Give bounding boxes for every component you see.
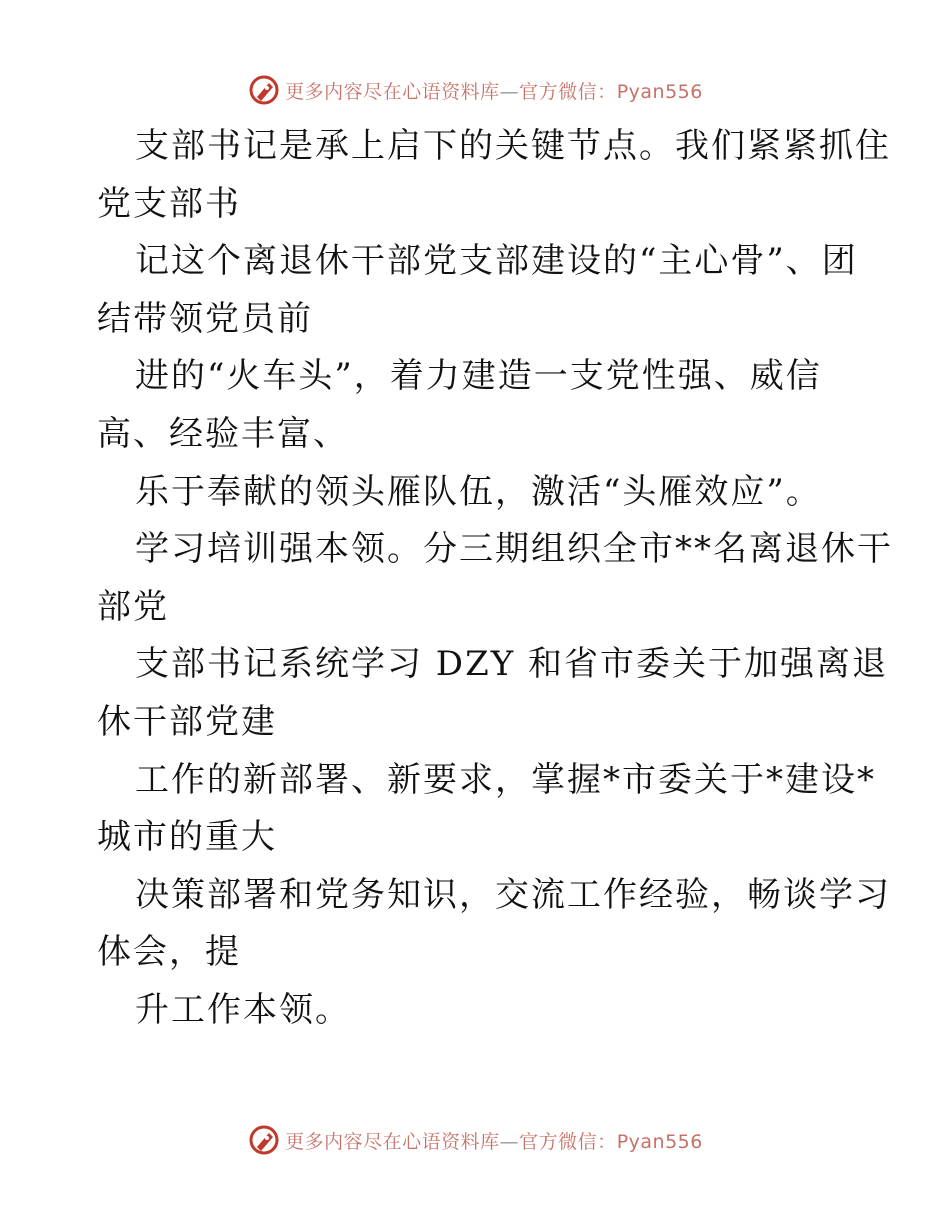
watermark-main-text: 更多内容尽在心语资料库 [285,1130,500,1153]
footer-watermark [0,1120,950,1160]
document-body [97,118,893,1040]
watermark-text [285,77,703,104]
body-line: 记这个离退休干部党支部建设的“主心骨”、团 [135,241,858,282]
watermark-dash: — [499,80,520,103]
watermark-wechat-id: Pyan556 [616,1130,703,1153]
body-line: 决策部署和党务知识，交流工作经验，畅谈学习 [135,874,891,915]
body-line: 城市的重大 [97,817,277,858]
body-line: 高、经验丰富、 [97,413,349,454]
body-line: 工作的新部署、新要求，掌握*市委关于*建设* [135,759,876,800]
body-line: 乐于奉献的领头雁队伍，激活“头雁效应”。 [135,471,822,512]
watermark-label: 官方微信： [519,80,617,103]
body-line: 结带领党员前 [97,298,313,339]
watermark-text [285,1127,703,1154]
body-line: 体会，提 [97,932,241,973]
body-line: 支部书记是承上启下的关键节点。我们紧紧抓住 [135,126,891,166]
watermark-wechat-id: Pyan556 [616,80,703,103]
body-line: 党支部书 [97,183,241,224]
body-line: 学习培训强本领。分三期组织全市**名离退休干 [135,529,893,570]
watermark-dash: — [499,1130,520,1153]
pen-nib-logo-icon [247,1123,281,1157]
body-line: 支部书记系统学习 DZY 和省市委关于加强离退 [135,644,888,685]
body-line: 进的“火车头”，着力建造一支党性强、威信 [135,356,822,397]
body-line: 升工作本领。 [135,989,351,1030]
body-line: 休干部党建 [97,701,277,742]
watermark-main-text: 更多内容尽在心语资料库 [285,80,500,103]
pen-nib-logo-icon [247,73,281,107]
watermark-label: 官方微信： [519,1130,617,1153]
body-line: 部党 [97,586,169,627]
header-watermark [0,70,950,110]
